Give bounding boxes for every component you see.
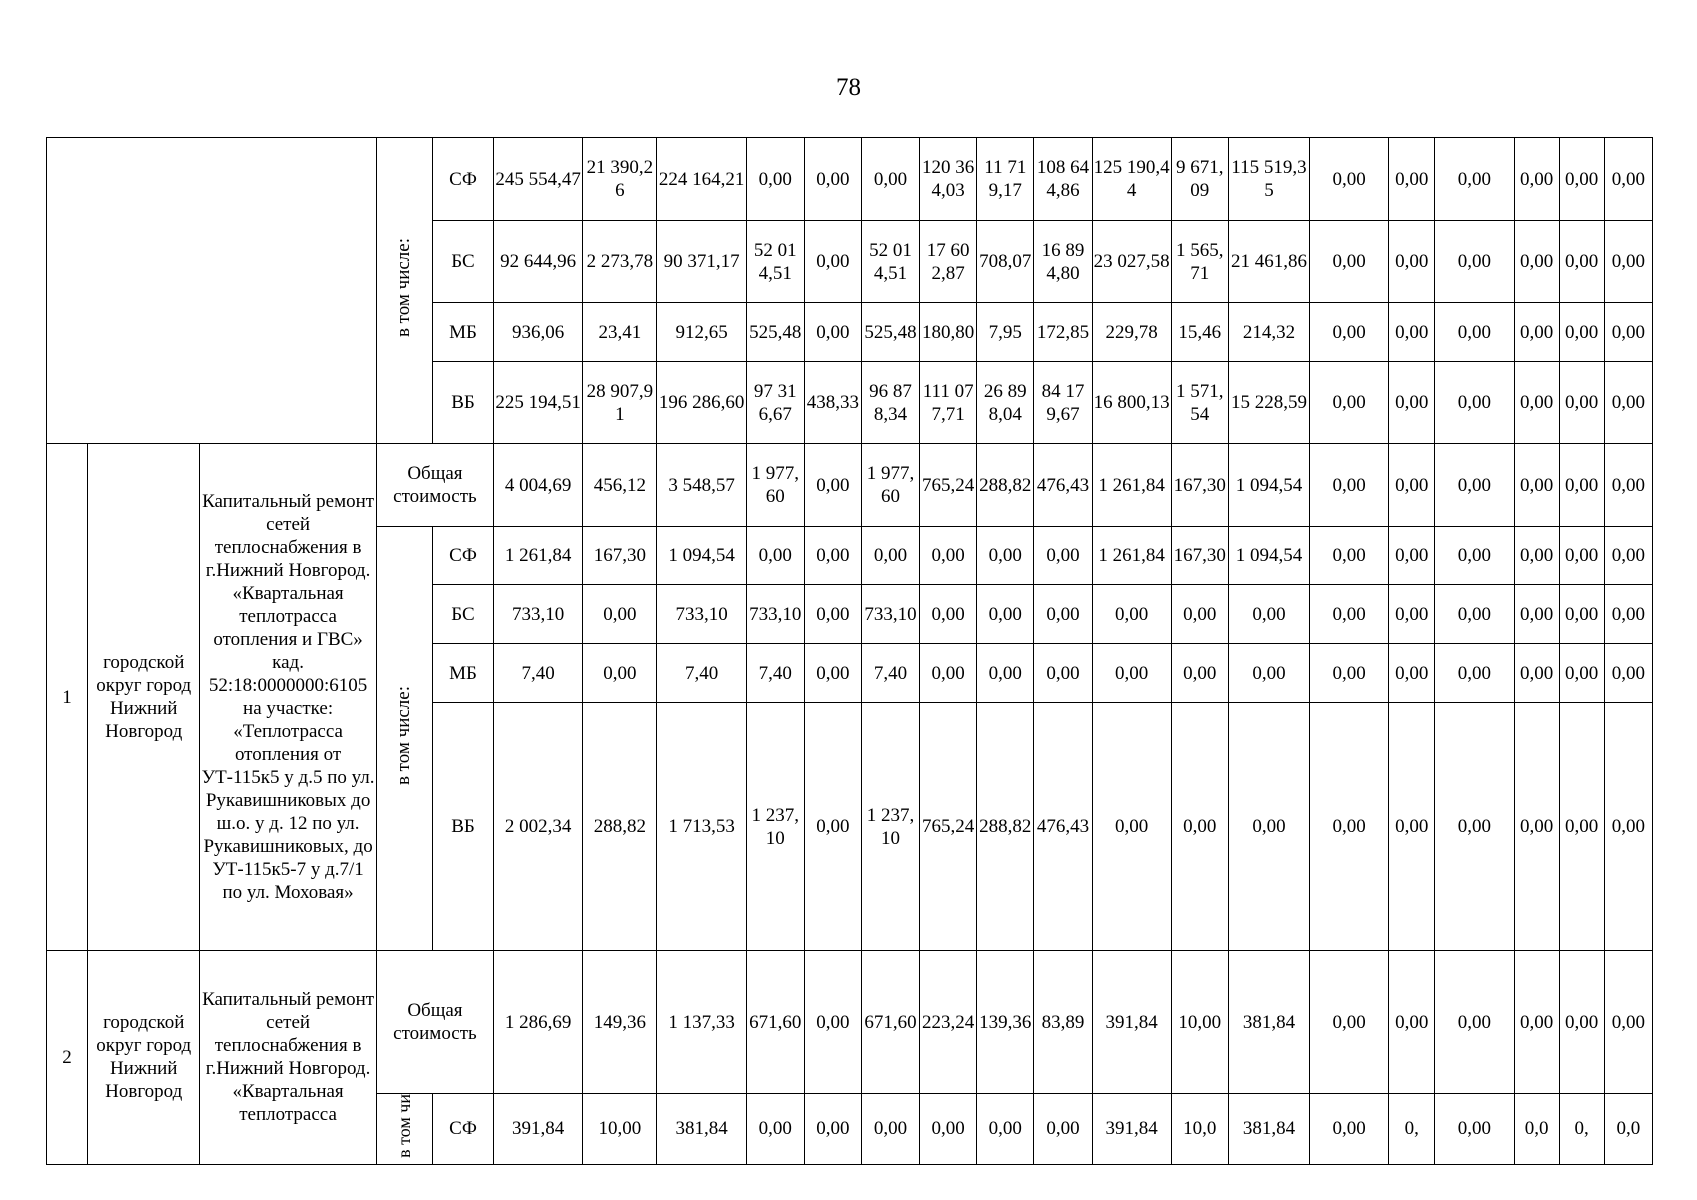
source-label: СФ [432,1094,493,1165]
value-cell: 288,82 [977,703,1034,951]
value-cell: 0,00 [583,644,657,703]
value-cell: 0,00 [1604,221,1652,303]
value-cell: 0,00 [1389,221,1435,303]
value-cell: 10,00 [583,1094,657,1165]
value-cell: 83,89 [1034,951,1092,1094]
value-cell: 391,84 [1092,1094,1171,1165]
value-cell: 0,00 [1435,1094,1514,1165]
value-cell: 0,00 [1389,138,1435,221]
value-cell: 0,00 [804,303,861,362]
empty-header-cell [47,138,377,444]
value-cell: 0,00 [1604,138,1652,221]
value-cell: 0,00 [920,585,977,644]
value-cell: 0,00 [1559,362,1604,444]
value-cell: 21 390,26 [583,138,657,221]
value-cell: 0,00 [1559,644,1604,703]
table-row [47,138,1653,221]
value-cell: 0,00 [804,1094,861,1165]
value-cell: 765,24 [920,703,977,951]
value-cell: 108 644,86 [1034,138,1092,221]
value-cell: 0,00 [1435,644,1514,703]
value-cell: 10,0 [1171,1094,1228,1165]
value-cell: 1 261,84 [494,527,583,585]
value-cell: 1 237,10 [861,703,919,951]
value-cell: 0,00 [1435,221,1514,303]
value-cell: 0,00 [1435,444,1514,527]
value-cell: 0,00 [1389,527,1435,585]
value-cell: 223,24 [920,951,977,1094]
value-cell: 0,00 [1034,1094,1092,1165]
value-cell: 288,82 [977,444,1034,527]
value-cell: 172,85 [1034,303,1092,362]
value-cell: 0,00 [1559,585,1604,644]
value-cell: 0,00 [977,644,1034,703]
value-cell: 0,00 [1559,303,1604,362]
value-cell: 7,40 [494,644,583,703]
value-cell: 16 800,13 [1092,362,1171,444]
value-cell: 0,00 [1604,585,1652,644]
source-label: ВБ [432,703,493,951]
value-cell: 245 554,47 [494,138,583,221]
value-cell: 391,84 [494,1094,583,1165]
value-cell: 0,00 [1559,138,1604,221]
value-cell: 525,48 [861,303,919,362]
incl-label-cell: в том числе: [376,138,432,444]
value-cell: 0,00 [1604,644,1652,703]
value-cell: 23,41 [583,303,657,362]
value-cell: 1 286,69 [494,951,583,1094]
value-cell: 97 316,67 [746,362,804,444]
value-cell: 0,00 [1604,951,1652,1094]
value-cell: 0,00 [861,138,919,221]
value-cell: 3 548,57 [657,444,746,527]
value-cell: 0,00 [1435,703,1514,951]
value-cell: 229,78 [1092,303,1171,362]
value-cell: 0,00 [1514,644,1559,703]
value-cell: 0,00 [920,644,977,703]
value-cell: 15 228,59 [1228,362,1309,444]
value-cell: 0,00 [1310,303,1389,362]
value-cell: 96 878,34 [861,362,919,444]
value-cell: 7,40 [861,644,919,703]
value-cell: 438,33 [804,362,861,444]
incl-label-cell: в том чи [376,1094,432,1165]
value-cell: 16 894,80 [1034,221,1092,303]
value-cell: 0,00 [746,527,804,585]
value-cell: 0,00 [804,221,861,303]
value-cell: 21 461,86 [1228,221,1309,303]
value-cell: 0,00 [1604,703,1652,951]
value-cell: 476,43 [1034,703,1092,951]
value-cell: 149,36 [583,951,657,1094]
value-cell: 224 164,21 [657,138,746,221]
value-cell: 0,00 [1559,951,1604,1094]
value-cell: 0,00 [804,644,861,703]
value-cell: 0,00 [1310,527,1389,585]
value-cell: 1 261,84 [1092,444,1171,527]
value-cell: 17 602,87 [920,221,977,303]
value-cell: 92 644,96 [494,221,583,303]
value-cell: 0,00 [1435,138,1514,221]
object-description: Капитальный ремонт сетей теплоснабжения в г.Нижний Новгород. «Квартальная теплотрасса [200,951,376,1165]
value-cell: 0,00 [861,527,919,585]
source-label: БС [432,585,493,644]
value-cell: 0,00 [583,585,657,644]
value-cell: 0,00 [1604,362,1652,444]
value-cell: 0,00 [977,1094,1034,1165]
value-cell: 0, [1559,1094,1604,1165]
value-cell: 4 004,69 [494,444,583,527]
value-cell: 0,00 [1310,362,1389,444]
value-cell: 120 364,03 [920,138,977,221]
value-cell: 0,00 [1435,951,1514,1094]
value-cell: 0,00 [1034,644,1092,703]
value-cell: 1 565,71 [1171,221,1228,303]
value-cell: 0,00 [1228,644,1309,703]
value-cell: 7,95 [977,303,1034,362]
value-cell: 0,0 [1604,1094,1652,1165]
value-cell: 1 261,84 [1092,527,1171,585]
value-cell: 0,00 [1092,644,1171,703]
value-cell: 0,00 [1559,444,1604,527]
value-cell: 0,00 [1310,221,1389,303]
value-cell: 0,00 [1559,703,1604,951]
value-cell: 912,65 [657,303,746,362]
value-cell: 391,84 [1092,951,1171,1094]
source-label: ВБ [432,362,493,444]
table-row [47,951,1653,1094]
value-cell: 180,80 [920,303,977,362]
value-cell: 0,0 [1514,1094,1559,1165]
value-cell: 0,00 [1389,951,1435,1094]
value-cell: 167,30 [583,527,657,585]
source-label: МБ [432,303,493,362]
value-cell: 0, [1389,1094,1435,1165]
value-cell: 0,00 [1171,585,1228,644]
value-cell: 0,00 [1514,585,1559,644]
value-cell: 0,00 [1514,221,1559,303]
value-cell: 0,00 [1435,585,1514,644]
source-label: СФ [432,138,493,221]
value-cell: 115 519,35 [1228,138,1309,221]
value-cell: 167,30 [1171,527,1228,585]
total-cost-label: Общая стоимость [376,951,493,1094]
budget-table [46,137,1653,1165]
value-cell: 0,00 [1514,303,1559,362]
value-cell: 52 014,51 [746,221,804,303]
object-number: 2 [47,951,88,1165]
value-cell: 288,82 [583,703,657,951]
value-cell: 0,00 [1310,585,1389,644]
value-cell: 7,40 [657,644,746,703]
value-cell: 0,00 [1604,527,1652,585]
value-cell: 0,00 [1389,444,1435,527]
incl-label-cell: в том числе: [376,527,432,951]
value-cell: 1 094,54 [1228,527,1309,585]
value-cell: 0,00 [1514,362,1559,444]
source-label: МБ [432,644,493,703]
value-cell: 381,84 [1228,951,1309,1094]
value-cell: 1 237,10 [746,703,804,951]
value-cell: 1 137,33 [657,951,746,1094]
value-cell: 671,60 [746,951,804,1094]
value-cell: 0,00 [1389,362,1435,444]
value-cell: 214,32 [1228,303,1309,362]
value-cell: 0,00 [1389,585,1435,644]
object-description: Капитальный ремонт сетей теплоснабжения в г.Нижний Новгород. «Квартальная теплотрасса отопления и ГВС» кад. 52:18:0000000:6105 на участке: «Теплотрасса отопления от УТ-115к5 у д.5 по ул. Рукавишниковых до ш.о. у д. 12 по ул. Рукавишниковых, до УТ-115к5-7 у д.7/1 по ул. Моховая» [200,444,376,951]
value-cell: 0,00 [1514,527,1559,585]
value-cell: 0,00 [1310,951,1389,1094]
value-cell: 0,00 [1310,138,1389,221]
value-cell: 0,00 [1559,527,1604,585]
source-label: БС [432,221,493,303]
value-cell: 525,48 [746,303,804,362]
value-cell: 90 371,17 [657,221,746,303]
value-cell: 196 286,60 [657,362,746,444]
value-cell: 0,00 [1228,585,1309,644]
value-cell: 0,00 [804,444,861,527]
value-cell: 0,00 [920,527,977,585]
value-cell: 11 719,17 [977,138,1034,221]
value-cell: 476,43 [1034,444,1092,527]
value-cell: 671,60 [861,951,919,1094]
value-cell: 15,46 [1171,303,1228,362]
value-cell: 0,00 [1034,527,1092,585]
value-cell: 26 898,04 [977,362,1034,444]
value-cell: 0,00 [1171,703,1228,951]
value-cell: 936,06 [494,303,583,362]
total-cost-label: Общая стоимость [376,444,493,527]
value-cell: 2 002,34 [494,703,583,951]
value-cell: 733,10 [494,585,583,644]
value-cell: 0,00 [746,138,804,221]
value-cell: 0,00 [1092,703,1171,951]
value-cell: 0,00 [1435,362,1514,444]
value-cell: 0,00 [1310,644,1389,703]
value-cell: 225 194,51 [494,362,583,444]
value-cell: 733,10 [657,585,746,644]
value-cell: 125 190,44 [1092,138,1171,221]
value-cell: 0,00 [1435,527,1514,585]
value-cell: 1 977,60 [861,444,919,527]
value-cell: 0,00 [804,527,861,585]
value-cell: 0,00 [1389,644,1435,703]
value-cell: 765,24 [920,444,977,527]
value-cell: 0,00 [1604,444,1652,527]
municipality: городской округ город Нижний Новгород [88,951,200,1165]
value-cell: 0,00 [1310,444,1389,527]
value-cell: 111 077,71 [920,362,977,444]
value-cell: 0,00 [977,527,1034,585]
value-cell: 0,00 [1514,951,1559,1094]
value-cell: 0,00 [920,1094,977,1165]
object-number: 1 [47,444,88,951]
value-cell: 0,00 [1389,303,1435,362]
value-cell: 167,30 [1171,444,1228,527]
page-number: 78 [836,74,861,101]
value-cell: 733,10 [861,585,919,644]
value-cell: 23 027,58 [1092,221,1171,303]
value-cell: 456,12 [583,444,657,527]
value-cell: 0,00 [1514,138,1559,221]
value-cell: 0,00 [1604,303,1652,362]
value-cell: 0,00 [1310,703,1389,951]
value-cell: 381,84 [657,1094,746,1165]
value-cell: 52 014,51 [861,221,919,303]
value-cell: 1 094,54 [657,527,746,585]
value-cell: 0,00 [861,1094,919,1165]
value-cell: 28 907,91 [583,362,657,444]
value-cell: 0,00 [804,703,861,951]
value-cell: 0,00 [1228,703,1309,951]
value-cell: 0,00 [1514,444,1559,527]
value-cell: 1 713,53 [657,703,746,951]
value-cell: 10,00 [1171,951,1228,1094]
value-cell: 381,84 [1228,1094,1309,1165]
value-cell: 1 977,60 [746,444,804,527]
value-cell: 0,00 [1171,644,1228,703]
value-cell: 2 273,78 [583,221,657,303]
source-label: СФ [432,527,493,585]
value-cell: 1 571,54 [1171,362,1228,444]
value-cell: 0,00 [746,1094,804,1165]
value-cell: 0,00 [1514,703,1559,951]
value-cell: 0,00 [804,585,861,644]
value-cell: 0,00 [1034,585,1092,644]
value-cell: 1 094,54 [1228,444,1309,527]
value-cell: 0,00 [804,951,861,1094]
value-cell: 733,10 [746,585,804,644]
value-cell: 0,00 [1310,1094,1389,1165]
value-cell: 0,00 [977,585,1034,644]
value-cell: 0,00 [804,138,861,221]
value-cell: 84 179,67 [1034,362,1092,444]
value-cell: 7,40 [746,644,804,703]
value-cell: 139,36 [977,951,1034,1094]
value-cell: 0,00 [1559,221,1604,303]
value-cell: 9 671,09 [1171,138,1228,221]
table-row [47,444,1653,527]
value-cell: 708,07 [977,221,1034,303]
value-cell: 0,00 [1435,303,1514,362]
municipality: городской округ город Нижний Новгород [88,444,200,951]
value-cell: 0,00 [1389,703,1435,951]
value-cell: 0,00 [1092,585,1171,644]
